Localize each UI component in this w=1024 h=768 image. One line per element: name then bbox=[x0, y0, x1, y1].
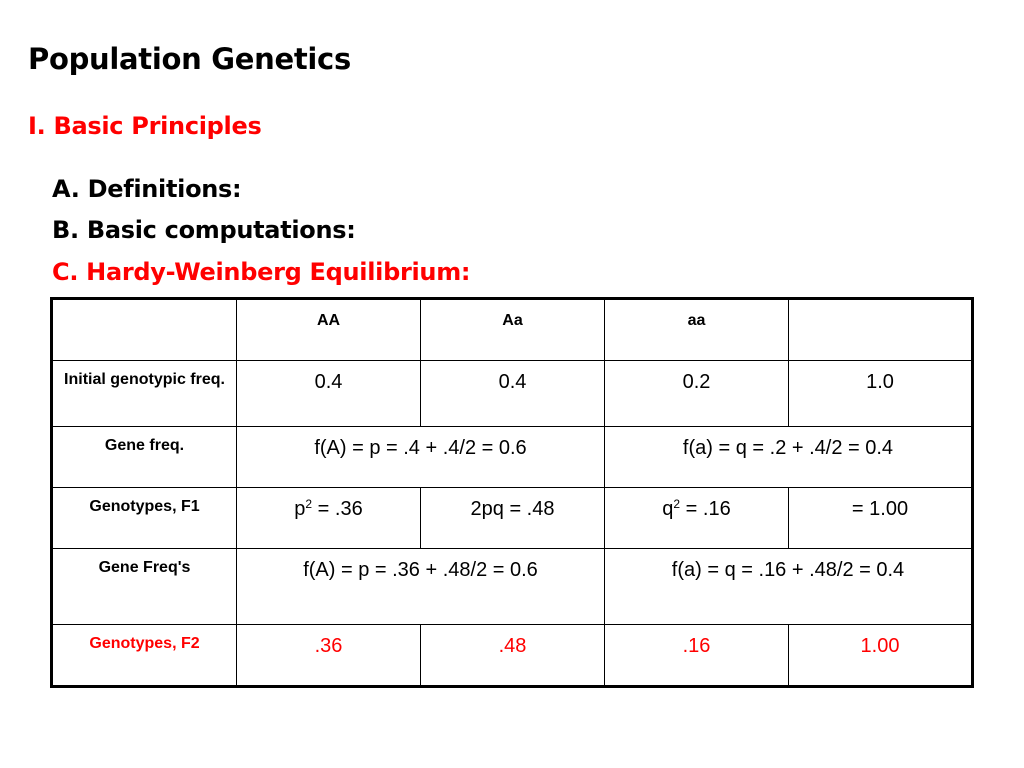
subsection-definitions: A. Definitions: bbox=[52, 175, 242, 203]
row-label-genotypes-f2: Genotypes, F2 bbox=[89, 635, 200, 652]
subsection-hardy-weinberg: C. Hardy-Weinberg Equilibrium: bbox=[52, 258, 471, 286]
gene-freqs-fA: f(A) = p = .36 + .48/2 = 0.6 bbox=[303, 559, 538, 581]
f2-AA-value: .36 bbox=[314, 635, 343, 657]
row-label-gene-freq: Gene freq. bbox=[104, 437, 185, 454]
header-cell-empty bbox=[52, 299, 237, 361]
hardy-weinberg-table bbox=[50, 297, 974, 688]
table-header-row bbox=[52, 299, 973, 361]
table-row-gene-freq bbox=[52, 427, 973, 488]
table-row-gene-freqs-f1 bbox=[52, 549, 973, 625]
header-aa: aa bbox=[687, 312, 706, 329]
table-row-genotypes-f2 bbox=[52, 625, 973, 687]
f1-p-squared: $p^2 = .36$ bbox=[294, 497, 363, 520]
table-row-initial bbox=[52, 361, 973, 427]
gene-freqs-fa: f(a) = q = .16 + .48/2 = 0.4 bbox=[671, 559, 905, 581]
slide-title: Population Genetics bbox=[28, 42, 351, 76]
f1-total: = 1.00 bbox=[851, 498, 909, 520]
initial-Aa-value: 0.4 bbox=[498, 371, 527, 393]
header-cell-Aa bbox=[421, 299, 605, 361]
row-label-initial: Initial genotypic freq. bbox=[64, 371, 225, 388]
header-cell-AA bbox=[237, 299, 421, 361]
initial-total-value: 1.0 bbox=[866, 371, 894, 393]
gene-freq-fa: f(a) = q = .2 + .4/2 = 0.4 bbox=[682, 437, 894, 459]
header-Aa: Aa bbox=[502, 312, 523, 329]
row-label-gene-freqs: Gene Freq's bbox=[98, 559, 191, 576]
initial-AA-value: 0.4 bbox=[314, 371, 343, 393]
subsection-computations: B. Basic computations: bbox=[52, 216, 356, 244]
f2-total-value: 1.00 bbox=[860, 635, 900, 657]
f1-q-squared: $q^2 = .16$ bbox=[662, 497, 731, 520]
header-AA: AA bbox=[316, 312, 341, 329]
initial-aa-value: 0.2 bbox=[682, 371, 711, 393]
header-cell-aa bbox=[605, 299, 789, 361]
section-heading: I. Basic Principles bbox=[28, 112, 262, 140]
table-row-genotypes-f1 bbox=[52, 488, 973, 549]
f2-aa-value: .16 bbox=[682, 635, 711, 657]
gene-freq-fA: f(A) = p = .4 + .4/2 = 0.6 bbox=[314, 437, 527, 459]
row-label-genotypes-f1: Genotypes, F1 bbox=[89, 498, 200, 515]
f1-2pq: 2pq = .48 bbox=[470, 498, 555, 520]
header-cell-total bbox=[789, 299, 973, 361]
f2-Aa-value: .48 bbox=[498, 635, 527, 657]
